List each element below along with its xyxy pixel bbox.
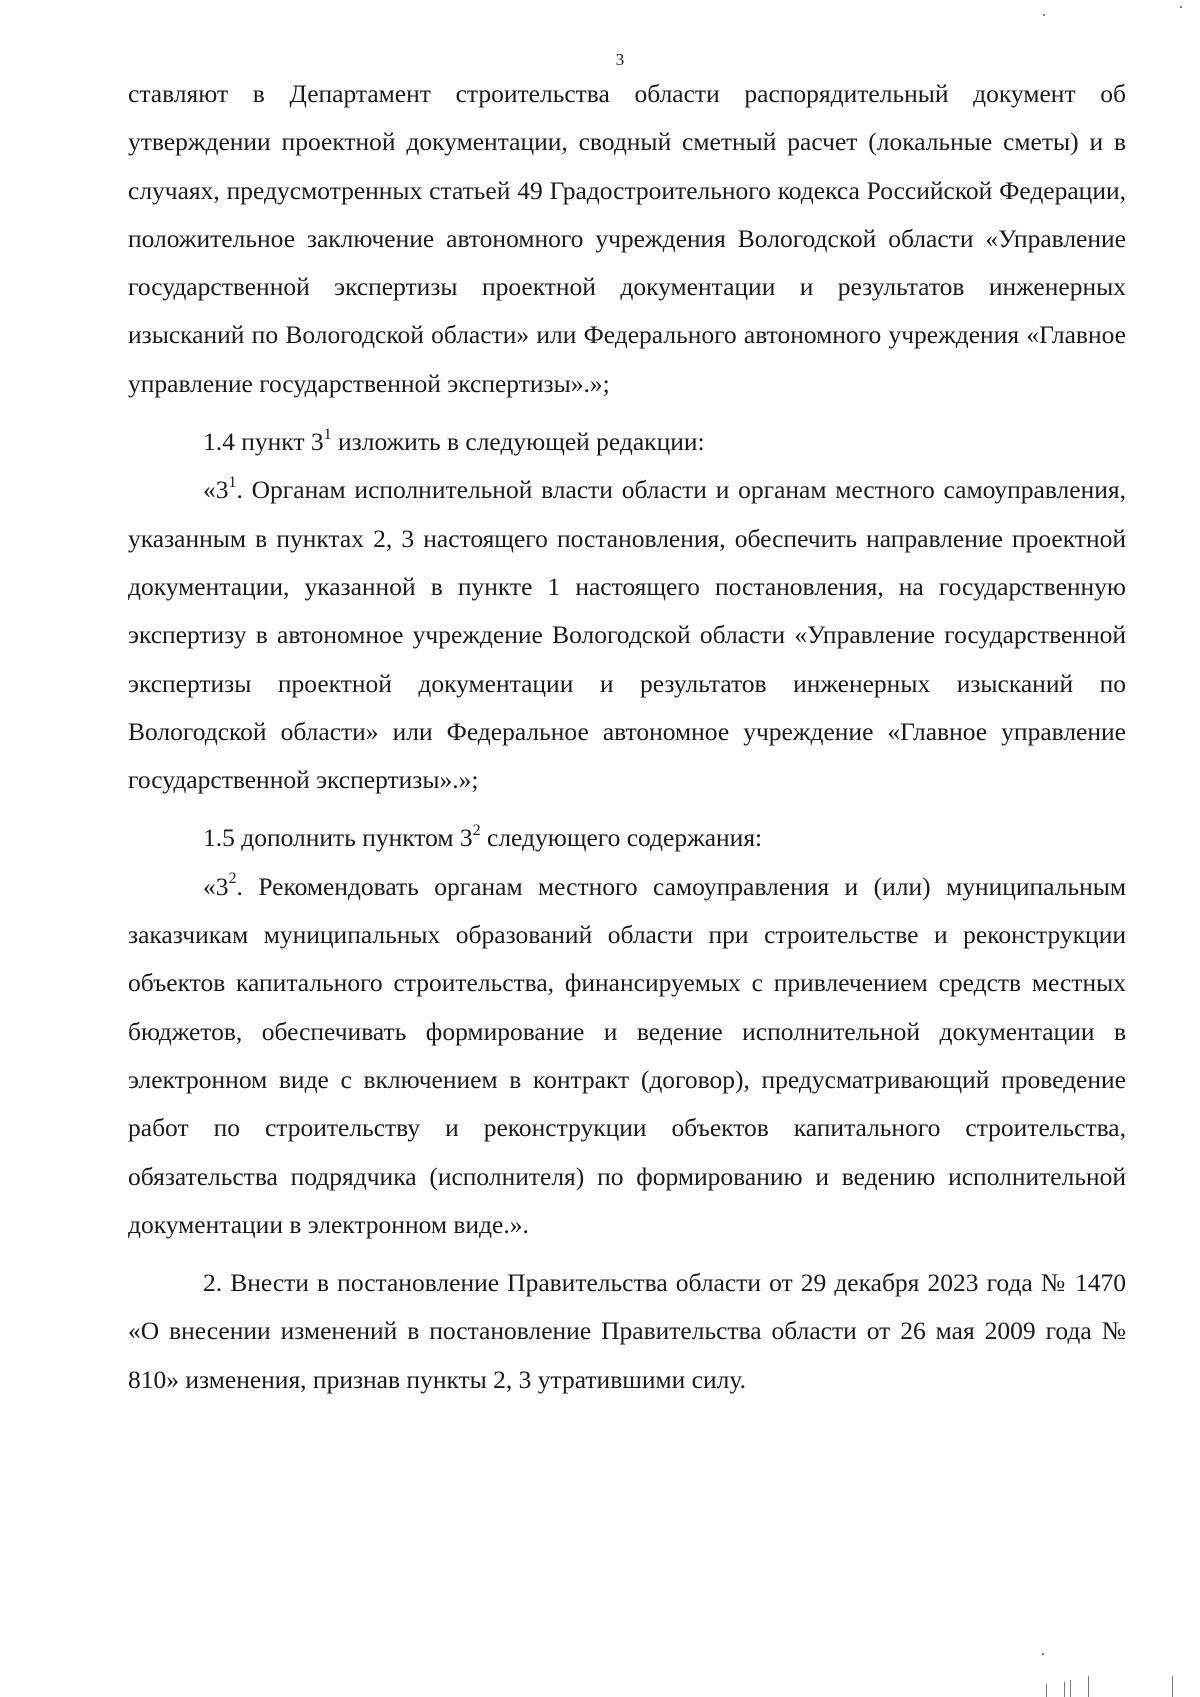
page-number: 3 (615, 50, 625, 69)
scan-edge-mark (1064, 1682, 1065, 1697)
paragraph-text: . Рекомендовать органам местного самоуправления и (или) муниципальным заказчикам муниципальных образований области при строительстве и реконструкции объектов капитального строительства, финансируемых с привлечением средств местных бюджетов, обеспечивать формирование и ведение исполнительной документации в электронном виде с включением в контракт (договор), предусматривающий проведение работ по строительству и реконструкции объектов капитального строительства, обязательства подрядчика (исполнителя) по формированию и ведению исполнительной документации в электронном виде.». (128, 871, 1126, 1239)
scan-speck (1043, 14, 1045, 16)
paragraph-text: ставляют в Департамент строительства области распорядительный документ об утверждении проектной документации, сводный сметный расчет (локальные сметы) и в случаях, предусмотренных статьей 49 Градостроительного кодекса Российской Федерации, положительное заключение автономного учреждения Вологодской области «Управление государственной экспертизы проектной документации и результатов инженерных изысканий по Вологодской области» или Федерального автономного учреждения «Главное управление государственной экспертизы».»; (128, 79, 1126, 398)
superscript: 2 (472, 821, 481, 839)
paragraph-text: следующего содержания: (480, 823, 763, 853)
paragraph-text: 1.5 дополнить пунктом 3 (203, 823, 473, 853)
paragraph-item-1-4 (128, 418, 1126, 466)
scan-edge-mark (1172, 1676, 1173, 1697)
paragraph-text: 2. Внести в постановление Правительства области от 29 декабря 2023 года № 1470 «О внесении изменений в постановление Правительства области от 26 мая 2009 года № 810» изменения, признав пункты 2, 3 утратившими силу. (128, 1268, 1126, 1394)
scan-speck (1042, 1653, 1044, 1655)
paragraph-text: «3 (203, 475, 229, 505)
scan-edge-mark (1046, 1684, 1047, 1697)
paragraph-point-3-1 (128, 466, 1126, 804)
paragraph-text: . Органам исполнительной власти области и органам местного самоуправления, указанным в пунктах 2, 3 настоящего постановления, обеспечить направление проектной документации, указанной в пункте 1 настоящего постановления, на государственную экспертизу в автономное учреждение Вологодской области «Управление государственной экспертизы проектной документации и результатов инженерных изысканий по Вологодской области» или Федеральное автономное учреждение «Главное управление государственной экспертизы».»; (128, 475, 1126, 795)
superscript: 1 (228, 473, 237, 491)
superscript: 1 (323, 425, 332, 443)
scan-edge-mark (1070, 1680, 1071, 1697)
paragraph-continuation (128, 70, 1126, 408)
scan-edge-mark (1088, 1676, 1089, 1697)
paragraph-point-3-2 (128, 863, 1126, 1249)
paragraph-item-1-5 (128, 814, 1126, 862)
paragraph-item-2 (128, 1259, 1126, 1404)
paragraph-text: изложить в следующей редакции: (331, 427, 705, 457)
scan-speck (1180, 6, 1182, 8)
superscript: 2 (228, 870, 237, 888)
paragraph-text: 1.4 пункт 3 (203, 427, 324, 457)
document-body (128, 70, 1126, 1404)
paragraph-text: «3 (203, 871, 229, 901)
